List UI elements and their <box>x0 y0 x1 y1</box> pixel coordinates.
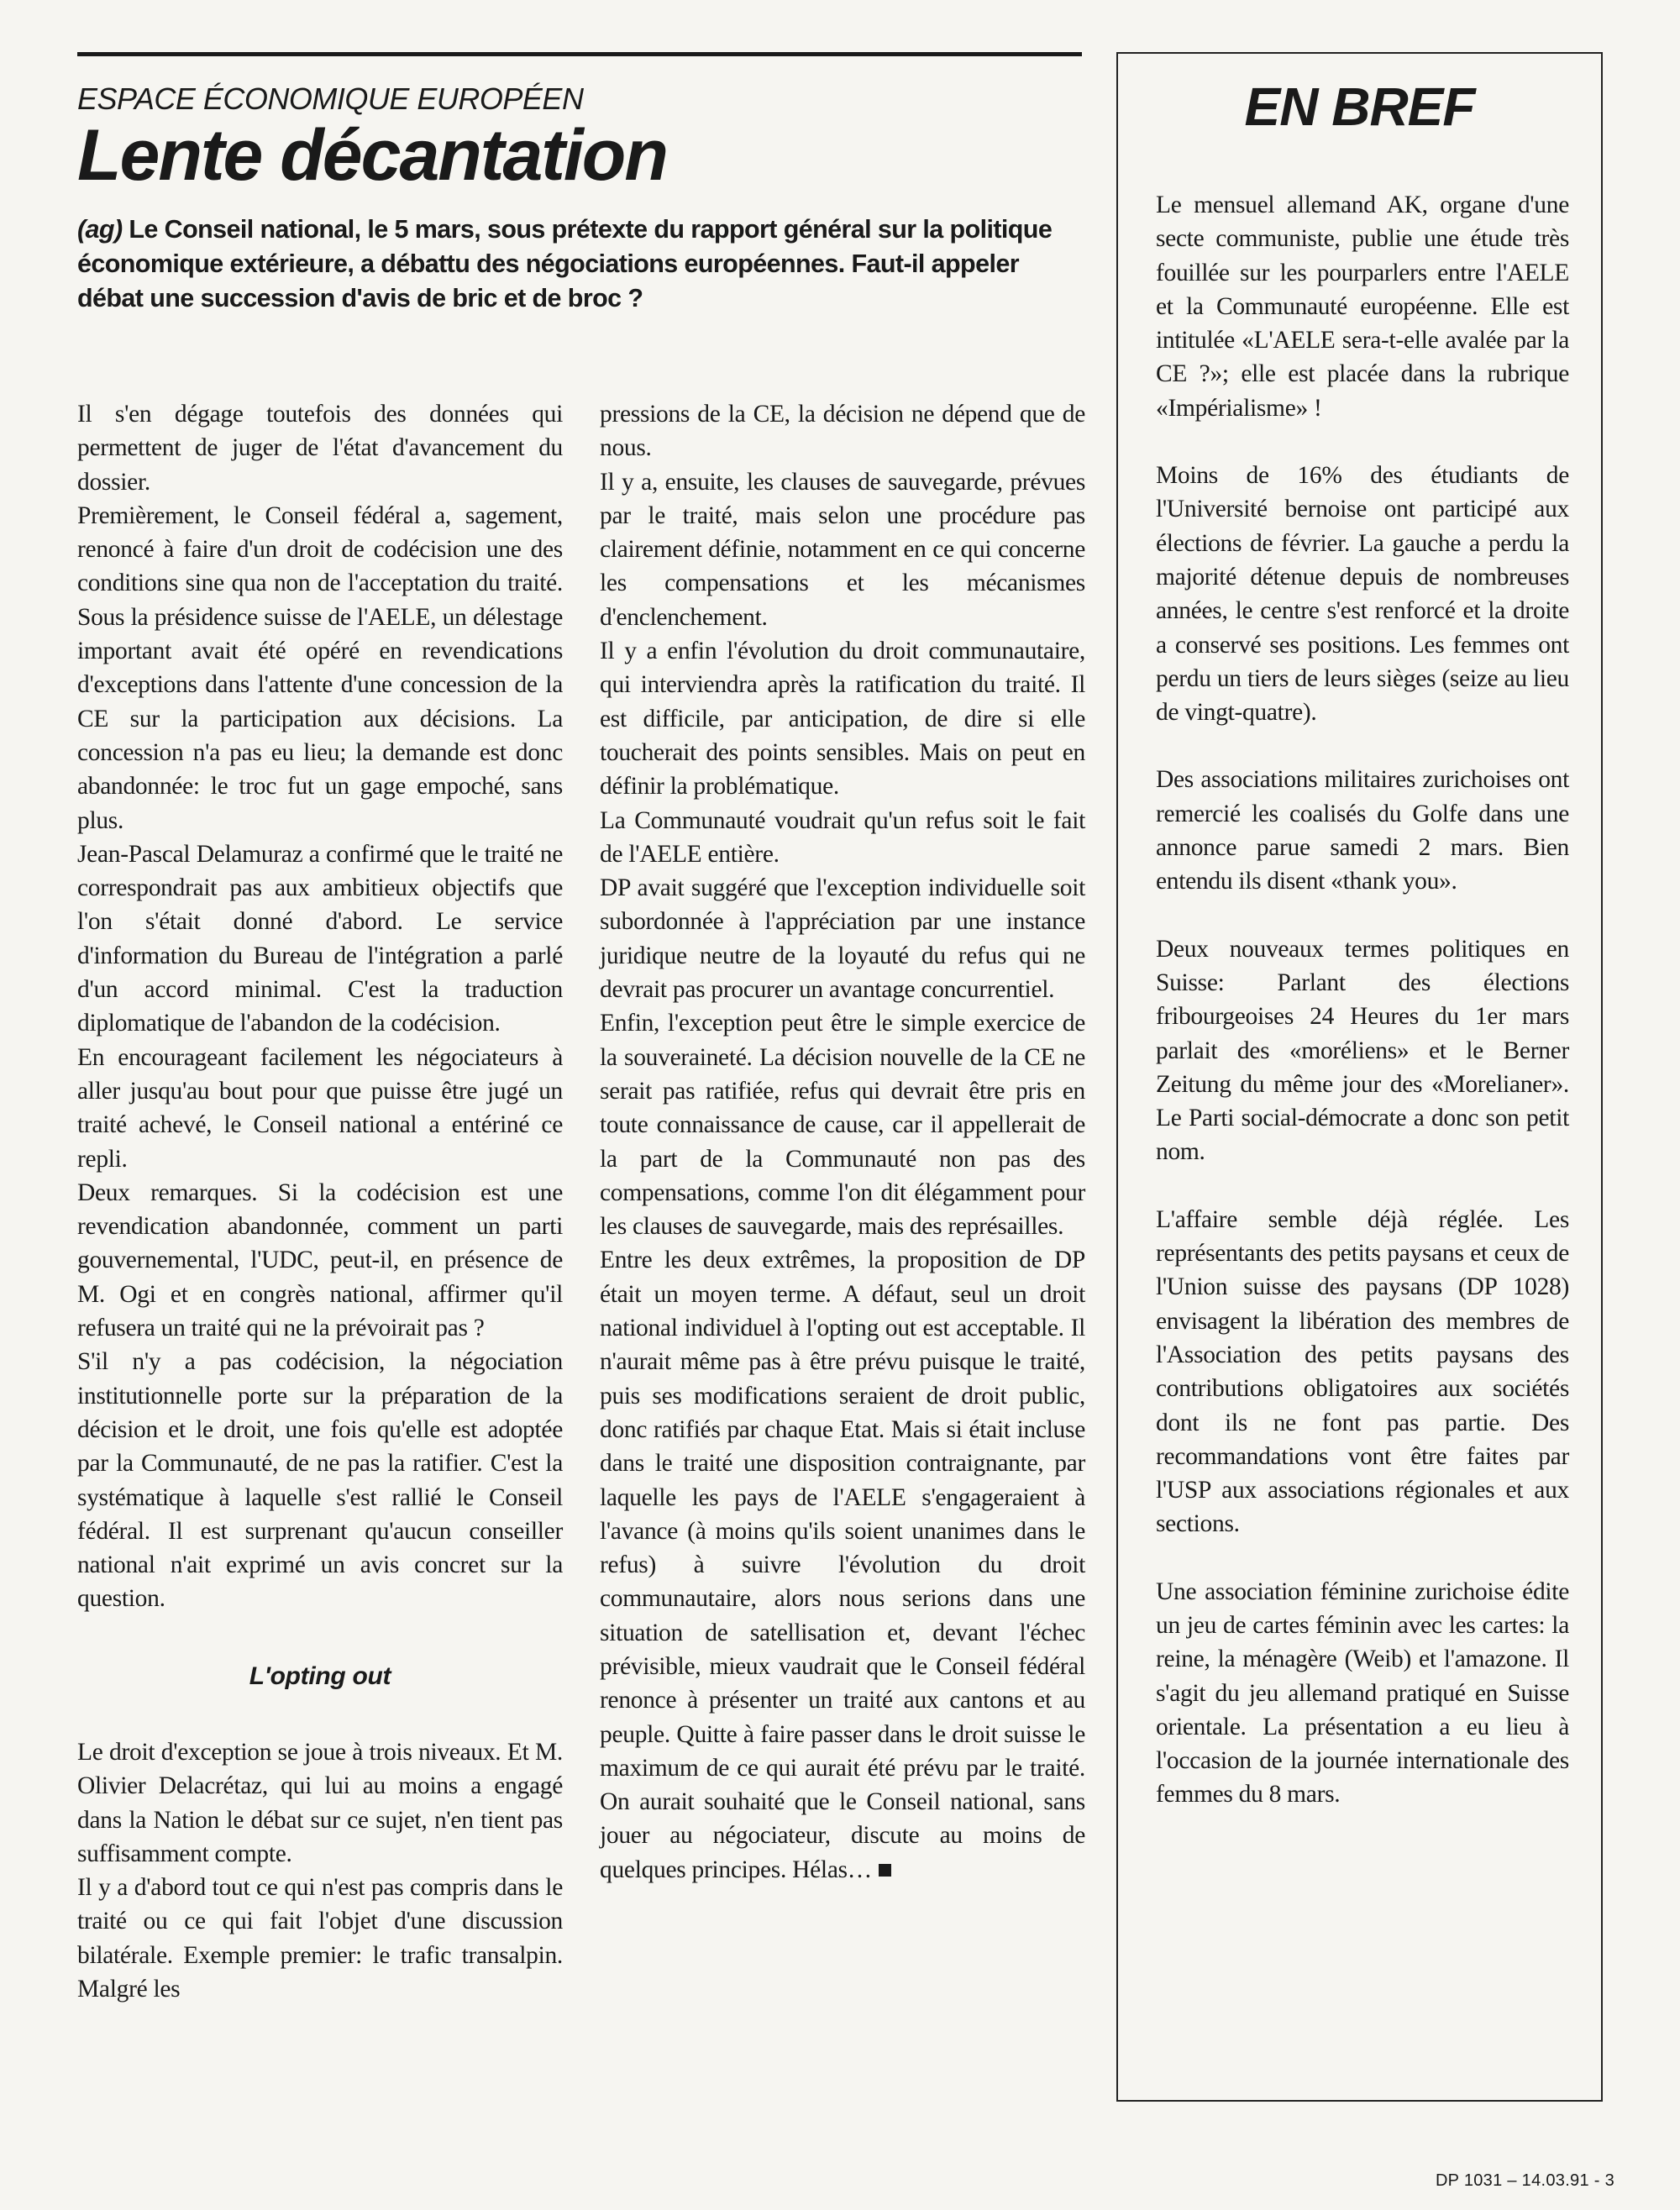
bref-item: Une association féminine zurichoise édite un jeu de cartes féminin avec les cartes: la reine, la ménagère (Weib) et l'amazone. Il s'agit du jeu allemand pratiqué en Suisse orientale. La présentation a eu lieu à l'occasion de la journée internationale des femmes du 8 mars. <box>1156 1577 1569 1808</box>
paragraph: pressions de la CE, la décision ne dépend que de nous. <box>600 401 1085 462</box>
paragraph: En encourageant facilement les négociateurs à aller jusqu'au bout pour que puisse être jugé un traité achevé, le Conseil national a entériné ce repli. <box>77 1043 563 1173</box>
en-bref-title: EN BREF <box>1244 76 1475 137</box>
bref-item: Le mensuel allemand AK, organe d'une secte communiste, publie une étude très fouillée sur les pourparlers entre l'AELE et la Communauté européenne. Elle est intitulée «L'AELE sera-t-elle avalée par la CE ?»; elle est placée dans la rubrique «Impérialisme» ! <box>1156 192 1569 422</box>
lead-tag: (ag) <box>77 215 123 244</box>
column-2 <box>600 397 1085 1887</box>
top-rule <box>77 52 1082 56</box>
paragraph: Le droit d'exception se joue à trois niveaux. Et M. Olivier Delacrétaz, qui lui au moins a engagé dans la Nation le débat sur ce sujet, n'en tient pas suffisamment compte. <box>77 1738 563 1867</box>
final-text: Entre les deux extrêmes, la proposition de DP était un moyen terme. A défaut, seul un droit national individuel à l'opting out est acceptable. Il n'aurait même pas à être prévu puisque le traité, puis ses modifications seraient de droit public, donc ratifiés par chaque Etat. Mais si était incluse dans le traité une disposition contraignante, par laquelle les pays de l'AELE s'engageraient à l'avance (à moins qu'ils soient unanimes dans le refus) à suivre l'évolution du droit communautaire, alors nous serions dans une situation de satellisation et, devant l'échec prévisible, mieux vaudrait que le Conseil fédéral renonce à présenter un traité aux cantons et au peuple. Quitte à faire passer dans le droit suisse le maximum de ce qui aurait été prévu par le traité. On aurait souhaité que le Conseil national, sans jouer au négociateur, discute au moins de quelques principes. Hélas… <box>600 1247 1085 1883</box>
paragraph: Il s'en dégage toutefois des données qui permettent de juger de l'état d'avancement du dossier. <box>77 401 563 496</box>
column-1 <box>77 397 563 2006</box>
paragraph: Il y a d'abord tout ce qui n'est pas compris dans le traité ou ce qui fait l'objet d'une discussion bilatérale. Exemple premier: le trafic transalpin. Malgré les <box>77 1874 563 2003</box>
subheading: L'opting out <box>249 1661 391 1690</box>
end-mark-icon <box>879 1864 891 1877</box>
page-footer: DP 1031 – 14.03.91 - 3 <box>1435 2171 1614 2190</box>
paragraph: La Communauté voudrait qu'un refus soit le fait de l'AELE entière. <box>600 806 1085 868</box>
en-bref-items <box>1156 188 1569 1845</box>
paragraph: Il y a, ensuite, les clauses de sauvegarde, prévues par le traité, mais selon une procédure pas clairement définie, notamment en ce qui concerne les compensations et les mécanismes d'enclenchement. <box>600 468 1085 631</box>
paragraph-final <box>600 1243 1085 1887</box>
paragraph: S'il n'y a pas codécision, la négociation institutionnelle porte sur la préparation de la décision et le droit, une fois qu'elle est adoptée par la Communauté, de ne pas la ratifier. C'est la systématique à laquelle s'est rallié le Conseil fédéral. Il est surprenant qu'aucun conseiller national n'ait exprimé un avis concret sur la question. <box>77 1348 563 1613</box>
article-lead <box>77 213 1082 316</box>
paragraph: DP avait suggéré que l'exception individuelle soit subordonnée à l'appréciation par une instance juridique neutre de la loyauté du refus qui ne devrait pas procurer un avantage concurrentiel. <box>600 874 1085 1004</box>
bref-item: L'affaire semble déjà réglée. Les représentants des petits paysans et ceux de l'Union suisse des paysans (DP 1028) envisagent la libération des membres de l'Association des petits paysans des contributions obligatoires aux sociétés dont ils ne font pas partie. Des recommandations vont être faites par l'USP aux associations régionales et aux sections. <box>1156 1205 1569 1538</box>
lead-text: Le Conseil national, le 5 mars, sous prétexte du rapport général sur la politique économique extérieure, a débattu des négociations européennes. Faut-il appeler débat une succession d'avis de bric et de broc ? <box>77 215 1053 312</box>
article-title: Lente décantation <box>77 115 667 196</box>
paragraph: Enfin, l'exception peut être le simple exercice de la souveraineté. La décision nouvelle de la CE ne serait pas ratifiée, refus qui devrait être pris en toute connaissance de cause, car il appellerait de la part de la Communauté non pas des compensations, comme l'on dit élégamment pour les clauses de sauvegarde, mais des représailles. <box>600 1010 1085 1241</box>
bref-item: Deux nouveaux termes politiques en Suisse: Parlant des élections fribourgeoises 24 Heures du 1er mars parlait des «moréliens» et le Berner Zeitung du même jour des «Morelianer». Le Parti social-démocrate a donc son petit nom. <box>1156 935 1569 1166</box>
article-kicker: ESPACE ÉCONOMIQUE EUROPÉEN <box>77 81 584 116</box>
bref-item: Des associations militaires zurichoises ont remercié les coalisés du Golfe dans une annonce parue samedi 2 mars. Bien entendu ils disent «thank you». <box>1156 766 1569 895</box>
paragraph: Il y a enfin l'évolution du droit communautaire, qui interviendra après la ratification du traité. Il est difficile, par anticipation, de dire si elle toucherait des points sensibles. Mais on peut en définir la problématique. <box>600 638 1085 801</box>
article <box>77 52 1085 2003</box>
paragraph: Deux remarques. Si la codécision est une revendication abandonnée, comment un parti gouvernemental, l'UDC, peut-il, en présence de M. Ogi et en congrès national, affirmer qu'il refusera un traité qui ne la prévoirait pas ? <box>77 1178 563 1342</box>
paragraph: Premièrement, le Conseil fédéral a, sagement, renoncé à faire d'un droit de codécision une des conditions sine qua non de l'acceptation du traité. Sous la présidence suisse de l'AELE, un délestage important avait été opéré en revendications d'exceptions dans l'attente d'une concession de la CE sur la participation aux décisions. La concession n'a pas eu lieu; la demande est donc abandonnée: le troc fut un gage empoché, sans plus. <box>77 501 563 834</box>
bref-item: Moins de 16% des étudiants de l'Université bernoise ont participé aux élections de février. La gauche a perdu la majorité détenue depuis de nombreuses années, le centre s'est renforcé et la droite a conservé ses positions. Les femmes ont perdu un tiers de leurs sièges (seize au lieu de vingt-quatre). <box>1156 462 1569 727</box>
paragraph: Jean-Pascal Delamuraz a confirmé que le traité ne correspondrait pas aux ambitieux objectifs que l'on s'était donné d'abord. Le service d'information du Bureau de l'intégration a parlé d'un accord minimal. C'est la traduction diplomatique de l'abandon de la codécision. <box>77 840 563 1037</box>
en-bref-box <box>1116 52 1603 2102</box>
